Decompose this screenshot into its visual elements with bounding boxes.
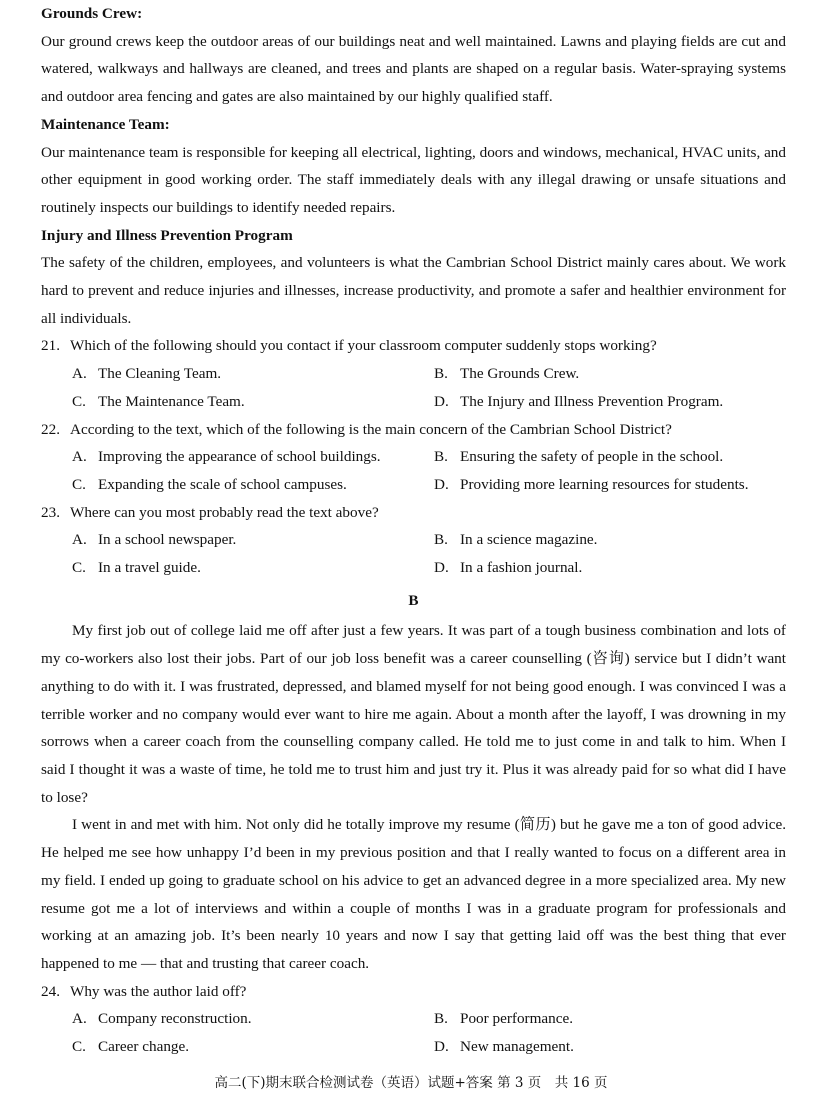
passage-b-paragraph-2: I went in and met with him. Not only did he totally improve my resume (简历) but he gave me a ton of good advice. He helped me see how unhappy I’d been in my previous position and that I really wanted to focus on a different area in my field. I ended up going to graduate school on his advice to get an advanced degree in a more specialized area. My new resume got me a lot of interviews and within a couple of months I was in a graduate program for professionals and working at an amazing job. It’s been nearly 10 years and now I say that getting laid off was the best thing that ever happened to me — that and trusting that career coach. <box>41 816 786 972</box>
grounds-crew-text: Our ground crews keep the outdoor areas of our buildings neat and well maintained. Lawns and playing fields are cut and watered, walkways and hallways are cleaned, and trees and plants are shaped on a regular basis. Water-spraying systems and outdoor area fencing and gates are also maintained by our highly qualified staff. <box>41 32 786 106</box>
option-21-a[interactable]: A. The Cleaning Team. <box>72 365 222 383</box>
passage-b-paragraph-1: My first job out of college laid me off after just a few years. It was part of a tough business combination and lots of my co-workers also lost their jobs. Part of our job loss benefit was a career counselling (咨询) service but I didn’t want anything to do with it. I was frustrated, depressed, and blamed myself for not being good enough. I was convinced I was a terrible worker and no company would ever want to hire me again. About a month after the layoff, I was drowning in my sorrows when a career coach from the counselling company called. He told me to just come in and talk to him. When I said I thought it was a waste of time, he told me to trust him and just try it. Plus it was already paid for so what did I have to lose? <box>41 622 786 806</box>
section-b-label: B <box>408 591 419 609</box>
question-23-options-row-1 <box>41 526 786 554</box>
question-number: 23. <box>41 503 60 521</box>
option-24-b[interactable]: B. Poor performance. <box>434 1010 574 1028</box>
option-23-a[interactable]: A. In a school newspaper. <box>72 531 237 549</box>
question-23-options-row-2 <box>41 554 786 582</box>
question-24-options-row-2 <box>41 1033 786 1061</box>
question-23 <box>41 499 786 527</box>
option-23-b[interactable]: B. In a science magazine. <box>434 531 598 549</box>
question-24 <box>41 978 786 1006</box>
injury-program-heading: Injury and Illness Prevention Program <box>41 226 293 244</box>
option-21-d[interactable]: D. The Injury and Illness Prevention Program. <box>434 392 724 410</box>
question-text: According to the text, which of the following is the main concern of the Cambrian School District? <box>70 420 672 438</box>
option-22-d[interactable]: D. Providing more learning resources for students. <box>434 475 749 493</box>
question-number: 24. <box>41 982 60 1000</box>
option-22-b[interactable]: B. Ensuring the safety of people in the school. <box>434 448 724 466</box>
option-23-d[interactable]: D. In a fashion journal. <box>434 559 583 577</box>
question-21 <box>41 332 786 360</box>
question-21-options-row-1 <box>41 360 786 388</box>
page-footer: 高二(下)期末联合检测试卷（英语）试题+答案 第 3 页 共 16 页 <box>214 1075 608 1091</box>
option-22-a[interactable]: A. Improving the appearance of school buildings. <box>72 448 381 466</box>
option-24-c[interactable]: C. Career change. <box>72 1038 190 1056</box>
exam-page <box>41 0 786 1061</box>
grounds-crew-heading: Grounds Crew: <box>41 5 143 22</box>
option-21-b[interactable]: B. The Grounds Crew. <box>434 365 580 383</box>
question-number: 21. <box>41 337 60 355</box>
question-text: Why was the author laid off? <box>70 982 247 1000</box>
question-22-options-row-2 <box>41 471 786 499</box>
question-text: Which of the following should you contact if your classroom computer suddenly stops working? <box>70 337 657 355</box>
question-text: Where can you most probably read the text above? <box>70 503 379 521</box>
option-21-c[interactable]: C. The Maintenance Team. <box>72 392 245 410</box>
question-number: 22. <box>41 420 60 438</box>
maintenance-team-heading: Maintenance Team: <box>41 115 170 133</box>
question-22 <box>41 416 786 444</box>
option-24-a[interactable]: A. Company reconstruction. <box>72 1010 252 1028</box>
question-22-options-row-1 <box>41 443 786 471</box>
maintenance-team-text: Our maintenance team is responsible for keeping all electrical, lighting, doors and windows, mechanical, HVAC units, and other equipment in good working order. The staff immediately deals with any illegal drawing or unsafe situations and routinely inspects our buildings to identify needed repairs. <box>41 143 786 216</box>
question-24-options-row-1 <box>41 1005 786 1033</box>
injury-program-text: The safety of the children, employees, and volunteers is what the Cambrian School District mainly cares about. We work hard to prevent and reduce injuries and illnesses, increase productivity, and promote a safer and healthier environment for all individuals. <box>41 254 786 327</box>
option-24-d[interactable]: D. New management. <box>434 1038 574 1056</box>
option-22-c[interactable]: C. Expanding the scale of school campuses. <box>72 475 347 493</box>
question-21-options-row-2 <box>41 388 786 416</box>
option-23-c[interactable]: C. In a travel guide. <box>72 559 201 577</box>
